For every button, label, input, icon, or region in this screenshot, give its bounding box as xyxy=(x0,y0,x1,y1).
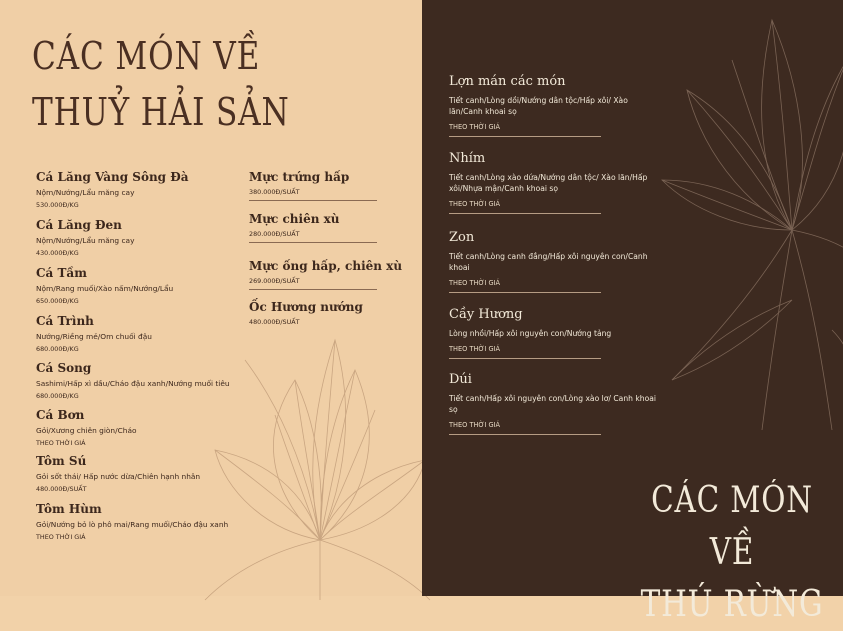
lotus-illustration-right xyxy=(642,0,843,430)
menu-item[interactable] xyxy=(449,307,659,359)
item-desc: Gỏi/Xương chiên giòn/Cháo xyxy=(36,426,137,435)
item-name: Cá Bơn xyxy=(36,408,85,422)
item-divider xyxy=(249,200,377,201)
item-name: Cá Song xyxy=(36,361,92,375)
item-price: THEO THỜI GIÁ xyxy=(449,123,501,131)
menu-item[interactable] xyxy=(36,266,246,305)
item-desc: Nộm/Nướng/Lẩu măng cay xyxy=(36,236,135,245)
item-price: 269.000Đ/SUẤT xyxy=(249,277,300,285)
item-name: Mực trứng hấp xyxy=(249,170,350,184)
item-price: THEO THỜI GIÁ xyxy=(449,279,501,287)
menu-item[interactable] xyxy=(36,170,246,209)
item-price: 650.000Đ/KG xyxy=(36,297,79,305)
item-divider xyxy=(449,213,601,214)
item-price: THEO THỜI GIÁ xyxy=(36,439,86,447)
item-desc: Gỏi sốt thái/ Hấp nước dừa/Chiên hạnh nhân xyxy=(36,472,201,481)
seafood-title-line2: THUỶ HẢI SẢN xyxy=(32,90,290,134)
item-divider xyxy=(449,358,601,359)
item-name: Mực ống hấp, chiên xù xyxy=(249,259,403,273)
item-name: Cá Trình xyxy=(36,314,94,328)
item-price: THEO THỜI GIÁ xyxy=(449,421,501,429)
game-title-line1: CÁC MÓN VỀ xyxy=(651,480,813,573)
item-price: 480.000Đ/SUẤT xyxy=(36,485,87,493)
seafood-title-line1: CÁC MÓN VỀ xyxy=(32,34,261,78)
item-name: Lợn mán các món xyxy=(449,74,566,89)
item-name: Tôm Hùm xyxy=(36,502,102,516)
item-desc: Tiết canh/Hấp xôi nguyên con/Lòng xào lơ/ Canh khoai sọ xyxy=(449,394,656,414)
item-price: 680.000Đ/KG xyxy=(36,392,79,400)
menu-item[interactable] xyxy=(449,151,659,214)
item-desc: Gỏi/Nướng bỏ lò phô mai/Rang muối/Cháo đậu xanh xyxy=(36,520,229,529)
item-divider xyxy=(449,434,601,435)
item-desc: Tiết canh/Lòng dồi/Nướng dân tộc/Hấp xôi/ Xào lăn/Canh khoai sọ xyxy=(449,96,628,116)
item-price: 530.000Đ/KG xyxy=(36,201,79,209)
lotus-illustration-left xyxy=(215,300,425,600)
item-name: Nhím xyxy=(449,151,486,166)
item-name: Cầy Hương xyxy=(449,307,523,322)
game-title-line2: THÚ RỪNG xyxy=(640,584,824,625)
item-divider xyxy=(249,289,377,290)
menu-item[interactable] xyxy=(249,259,403,290)
menu-item[interactable] xyxy=(36,314,246,353)
menu-item[interactable] xyxy=(449,74,659,137)
item-name: Mực chiên xù xyxy=(249,212,340,226)
menu-item[interactable] xyxy=(36,408,246,447)
item-price: THEO THỜI GIÁ xyxy=(449,200,501,208)
item-name: Dúi xyxy=(449,372,472,387)
item-price: THEO THỜI GIÁ xyxy=(36,533,86,541)
item-name: Zon xyxy=(449,230,475,245)
item-desc: Tiết canh/Lòng xào dứa/Nướng dân tộc/ Xào lăn/Hấp xôi/Nhựa mận/Canh khoai sọ xyxy=(449,173,648,193)
menu-item[interactable] xyxy=(36,218,246,257)
seafood-title xyxy=(32,28,290,140)
item-desc: Lòng nhồi/Hấp xôi nguyên con/Nướng tảng xyxy=(449,329,612,338)
item-price: 680.000Đ/KG xyxy=(36,345,79,353)
item-price: 430.000Đ/KG xyxy=(36,249,79,257)
item-divider xyxy=(249,242,377,243)
item-divider xyxy=(449,136,601,137)
menu-item[interactable] xyxy=(36,454,246,493)
item-price: 480.000Đ/SUẤT xyxy=(249,318,300,326)
item-name: Cá Tầm xyxy=(36,266,87,280)
item-price: 380.000Đ/SUẤT xyxy=(249,188,300,196)
menu-item[interactable] xyxy=(249,300,377,326)
item-desc: Sashimi/Hấp xì dầu/Cháo đậu xanh/Nướng muối tiêu xyxy=(36,379,230,388)
item-name: Ốc Hương nướng xyxy=(249,300,363,314)
item-name: Cá Lăng Vàng Sông Đà xyxy=(36,170,189,184)
item-desc: Nộm/Rang muối/Xào nấm/Nướng/Lẩu xyxy=(36,284,174,293)
menu-item[interactable] xyxy=(36,361,246,400)
item-divider xyxy=(449,292,601,293)
item-name: Tôm Sú xyxy=(36,454,87,468)
menu-item[interactable] xyxy=(36,502,246,541)
item-price: 280.000Đ/SUẤT xyxy=(249,230,300,238)
item-price: THEO THỜI GIÁ xyxy=(449,345,501,353)
item-desc: Nướng/Riềng mẻ/Om chuối đậu xyxy=(36,332,152,341)
menu-item[interactable] xyxy=(249,170,377,201)
menu-item[interactable] xyxy=(449,230,659,293)
item-name: Cá Lăng Đen xyxy=(36,218,122,232)
item-desc: Tiết canh/Lòng canh đắng/Hấp xôi nguyên con/Canh khoai xyxy=(449,252,648,272)
menu-item[interactable] xyxy=(449,372,659,435)
menu-item[interactable] xyxy=(249,212,377,243)
game-title xyxy=(634,475,831,631)
item-desc: Nộm/Nướng/Lẩu măng cay xyxy=(36,188,135,197)
